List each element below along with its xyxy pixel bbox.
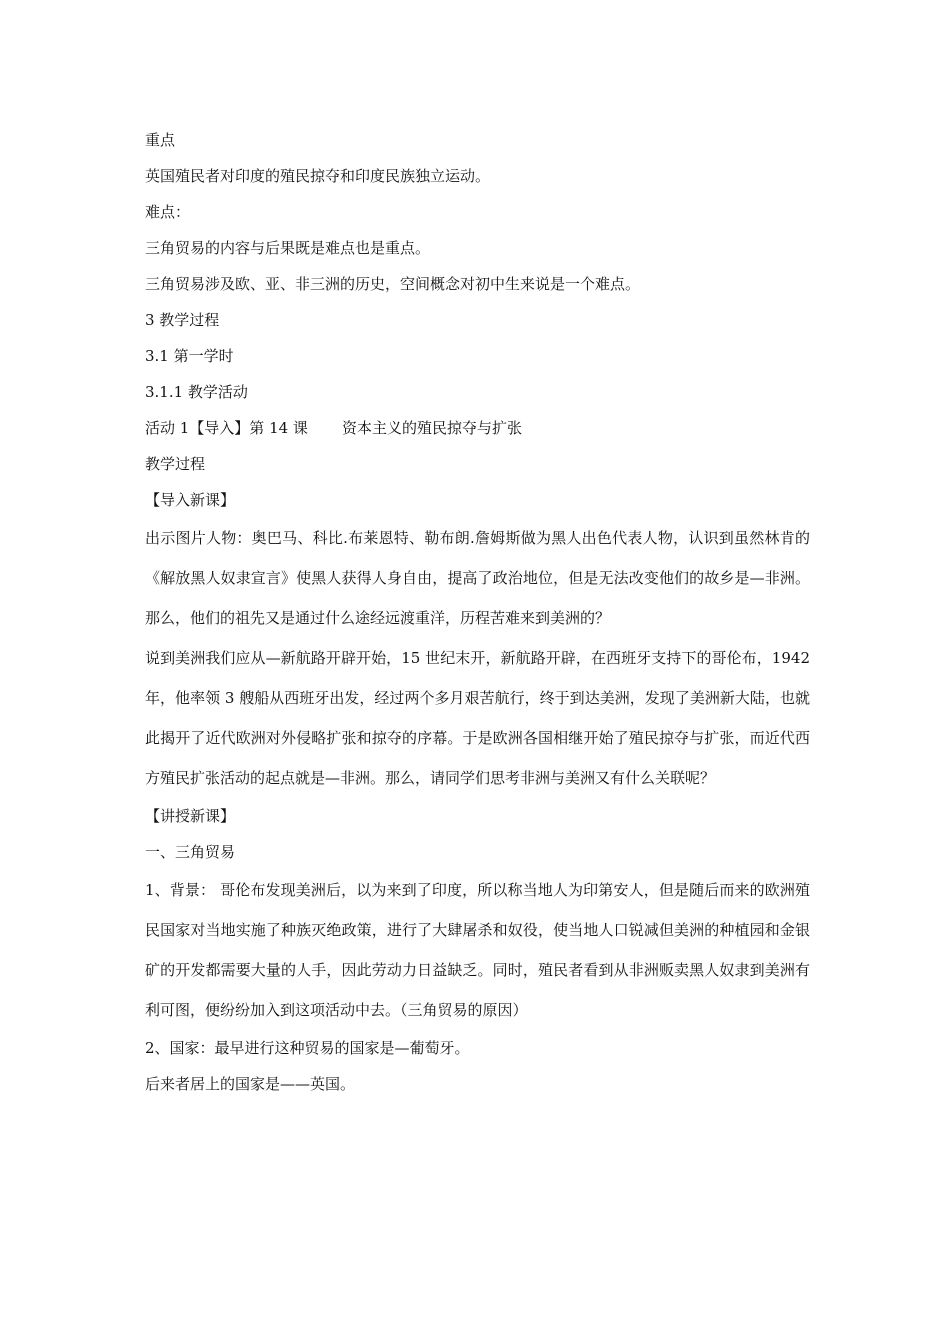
activity-title: 资本主义的殖民掠夺与扩张 [341,419,522,437]
lecture-label: 【讲授新课】 [145,807,236,825]
process-label: 教学过程 [145,455,206,473]
intro-paragraph-2: 说到美洲我们应从—新航路开辟开始，15 世纪末开，新航路开辟，在西班牙支持下的哥伦布，1942 年，他率领 3 艘船从西班牙出发，经过两个多月艰苦航行，终于到达美洲，发现了美洲新大陆，也就此揭开了近代欧洲对外侵略扩张和掠夺的序幕。于是欧洲各国相继开始了殖民掠夺与扩张，而近代西方殖民扩张活动的起点就是—非洲。那么，请同学们思考非洲与美洲又有什么关联呢？ [145,649,810,787]
section-teaching-process: 3 教学过程 [145,311,220,329]
difficult-point-1: 三角贸易的内容与后果既是难点也是重点。 [145,239,431,257]
intro-label: 【导入新课】 [145,491,236,509]
difficult-point-2: 三角贸易涉及欧、亚、非三洲的历史，空间概念对初中生来说是一个难点。 [145,275,641,293]
topic-triangle-trade: 一、三角贸易 [145,843,236,861]
heading-difficult-points: 难点： [145,203,191,221]
key-point-text: 英国殖民者对印度的殖民掠夺和印度民族独立运动。 [145,167,491,185]
background-paragraph: 1、背景： 哥伦布发现美洲后，以为来到了印度，所以称当地人为印第安人，但是随后而来的欧洲殖民国家对当地实施了种族灭绝政策，进行了大肆屠杀和奴役，使当地人口锐减但美洲的种植园和金银矿的开发都需要大量的人手，因此劳动力日益缺乏。同时，殖民者看到从非洲贩卖黑人奴隶到美洲有利可图，便纷纷加入到这项活动中去。（三角贸易的原因） [145,881,810,1019]
activity-1-heading [145,410,810,446]
later-country-line: 后来者居上的国家是——英国。 [145,1075,356,1093]
activity-prefix: 活动 1【导入】第 14 课 [145,419,308,437]
country-line: 2、国家：最早进行这种贸易的国家是—葡萄牙。 [145,1039,470,1057]
section-teaching-activities: 3.1.1 教学活动 [145,383,248,401]
document-body [145,122,810,1102]
intro-paragraph-1: 出示图片人物：奥巴马、科比.布莱恩特、勒布朗.詹姆斯做为黑人出色代表人物，认识到虽然林肯的《解放黑人奴隶宣言》使黑人获得人身自由，提高了政治地位，但是无法改变他们的故乡是—非洲。那么，他们的祖先又是通过什么途经远渡重洋，历程苦难来到美洲的？ [145,529,810,627]
heading-key-points: 重点 [145,131,176,149]
section-first-period: 3.1 第一学时 [145,347,234,365]
